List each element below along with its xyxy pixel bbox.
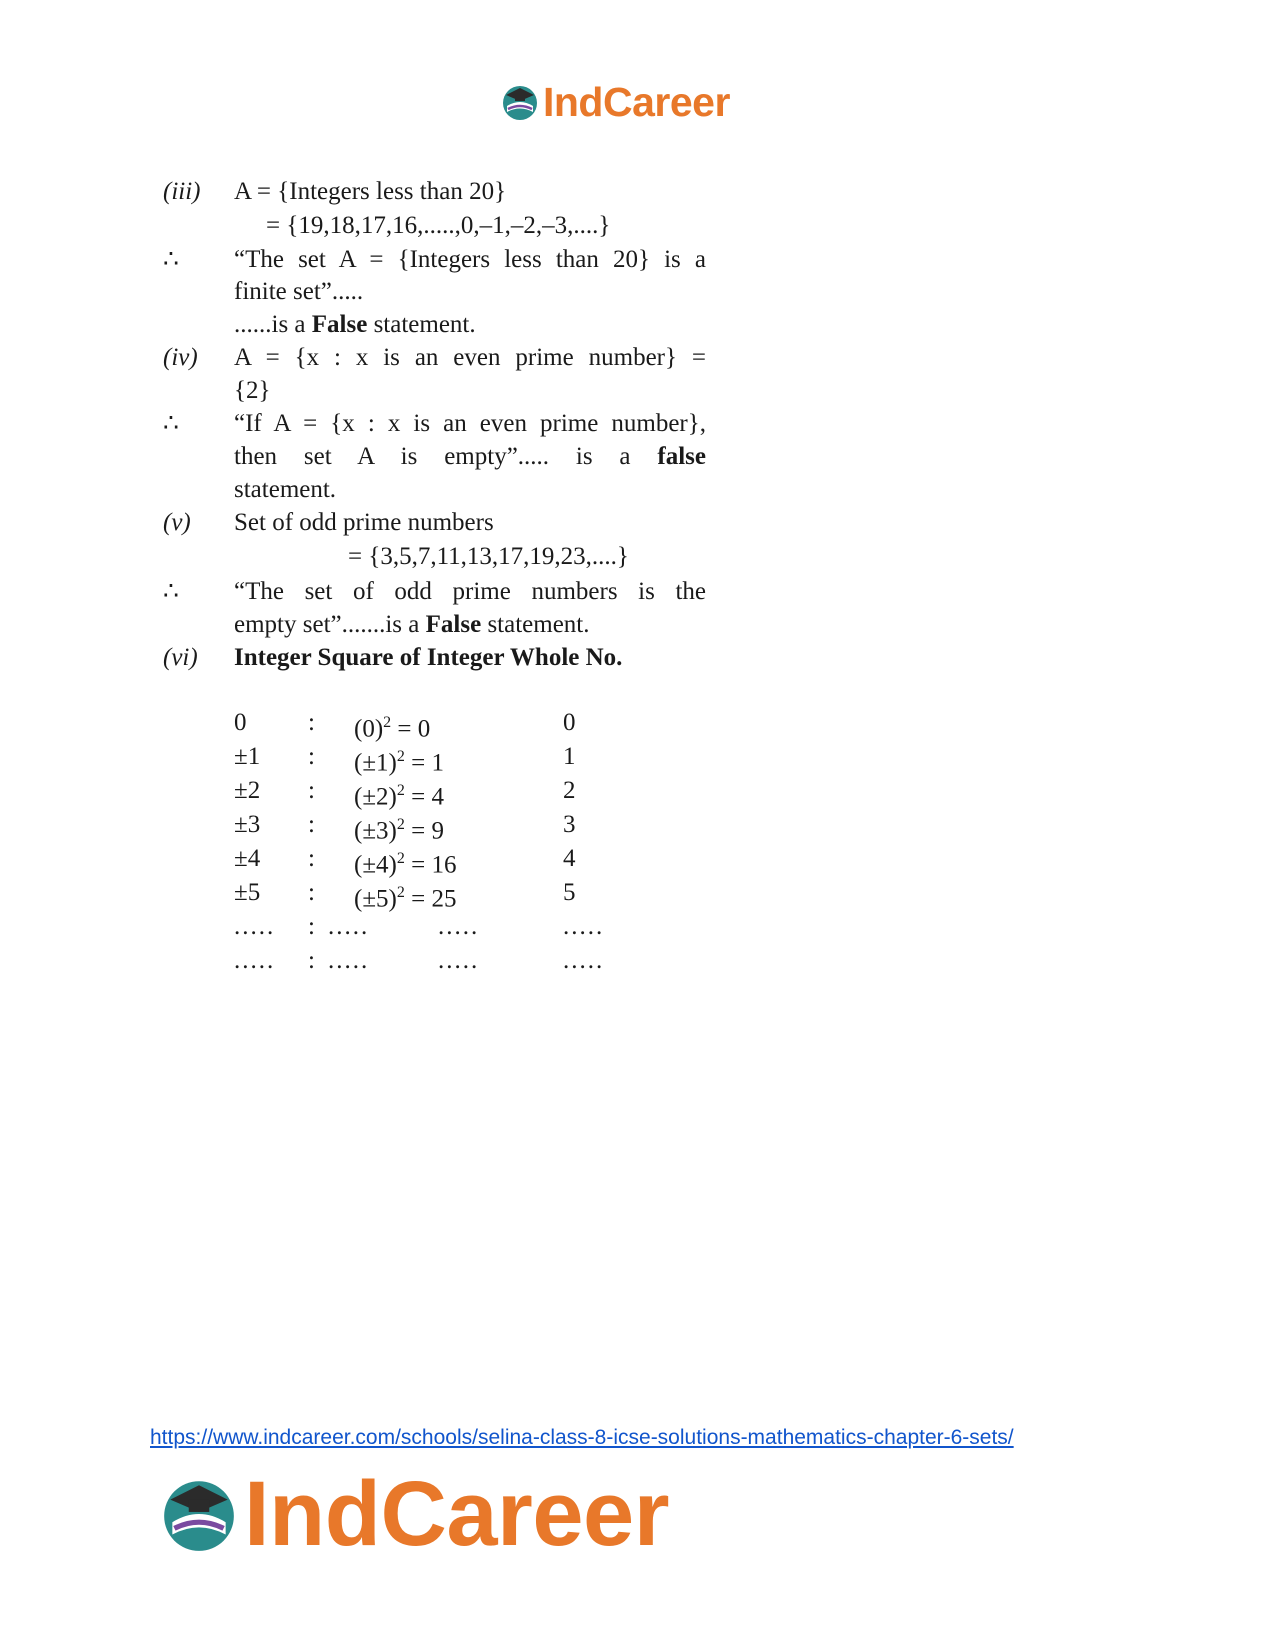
whole-number-cell: 1 [563,743,576,770]
integer-cell: ±3 [234,811,261,838]
source-link[interactable]: https://www.indcareer.com/schools/selina-class-8-icse-solutions-mathematics-chapter-6-sets/ [150,1426,1014,1449]
whole-number-cell: 2 [563,777,576,804]
square-cell: $(\pm 4)^2 = 16$ [354,850,457,879]
separator-cell: : [308,811,315,838]
separator-cell: : [308,947,315,974]
graduation-cap-book-icon [500,82,540,122]
ellipsis-cell: ..... [438,947,480,974]
ellipsis-cell: ..... [563,947,605,974]
integer-cell: 0 [234,709,247,736]
square-cell: $(\pm 1)^2 = 1$ [354,748,444,777]
v-set-roster: = {3,5,7,11,13,17,19,23,....} [348,543,629,570]
square-cell: $(0)^2 = 0$ [354,714,431,743]
whole-number-cell: 5 [563,879,576,906]
footer-logo [158,1462,669,1566]
square-cell: $(\pm 5)^2 = 25$ [354,884,457,913]
graduation-cap-book-icon [158,1473,240,1555]
square-cell: $(\pm 3)^2 = 9$ [354,816,444,845]
v-set-definition: Set of odd prime numbers [234,509,494,536]
ellipsis-cell: ..... [328,947,370,974]
header-logo [500,78,730,126]
ellipsis-cell: ..... [234,947,276,974]
separator-cell: : [308,709,315,736]
whole-number-cell: 4 [563,845,576,872]
separator-cell: : [308,879,315,906]
iii-statement-line2: finite set”..... [234,278,364,305]
vi-table-heading: Integer Square of Integer Whole No. [234,644,623,671]
separator-cell: : [308,777,315,804]
ellipsis-cell: ..... [438,913,480,940]
square-cell: $(\pm 2)^2 = 4$ [354,782,444,811]
therefore-symbol: ∴ [163,246,179,273]
iv-statement-line3: statement. [234,476,337,503]
separator-cell: : [308,913,315,940]
therefore-symbol: ∴ [163,578,179,605]
integer-cell: ±4 [234,845,261,872]
v-statement-line2: empty set”.......is a False statement. [234,611,590,638]
integer-cell: ±1 [234,743,261,770]
iii-set-roster: = {19,18,17,16,.....,0,–1,–2,–3,....} [266,212,611,239]
iii-statement-line3: ......is a False statement. [234,311,476,338]
integer-cell: ±5 [234,879,261,906]
item-label-iv: (iv) [163,344,198,371]
header-brand-text: IndCareer [543,79,730,125]
ellipsis-cell: ..... [563,913,605,940]
separator-cell: : [308,743,315,770]
therefore-symbol: ∴ [163,410,179,437]
ellipsis-cell: ..... [234,913,276,940]
iv-statement-line2: then set A is empty”..... is a false [234,443,706,470]
v-statement-line1: “The set of odd prime numbers is the [234,578,706,605]
footer-brand-text: IndCareer [244,1463,669,1565]
whole-number-cell: 0 [563,709,576,736]
whole-number-cell: 3 [563,811,576,838]
separator-cell: : [308,845,315,872]
iv-set-roster: {2} [234,377,271,404]
item-label-v: (v) [163,509,191,536]
iii-set-definition: A = {Integers less than 20} [234,178,507,205]
item-label-vi: (vi) [163,644,198,671]
ellipsis-cell: ..... [328,913,370,940]
iv-set-definition: A = {x : x is an even prime number} = [234,344,706,371]
item-label-iii: (iii) [163,178,201,205]
iv-statement-line1: “If A = {x : x is an even prime number}, [234,410,706,437]
iii-statement-line1: “The set A = {Integers less than 20} is a [234,246,706,273]
integer-cell: ±2 [234,777,261,804]
